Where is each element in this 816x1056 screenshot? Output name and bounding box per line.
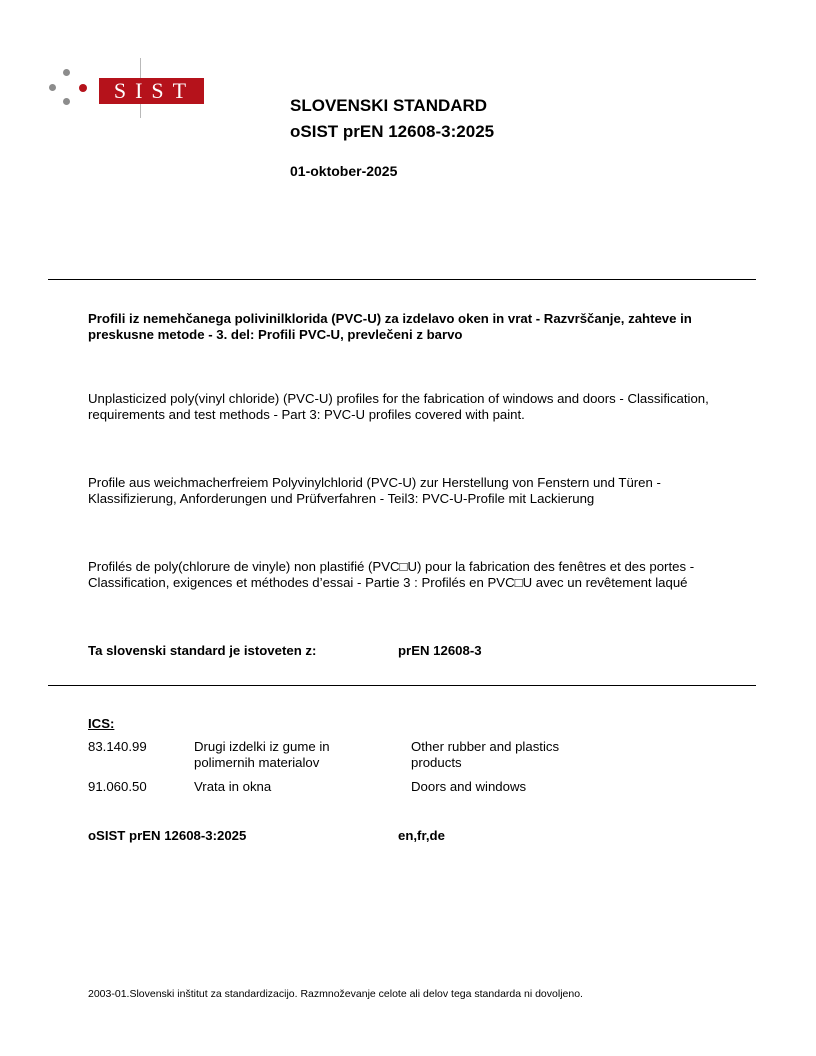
title-english: Unplasticized poly(vinyl chloride) (PVC-U) profiles for the fabrication of windows and doors - Classification, requirements and test methods - Part 3: PVC-U profiles covered with paint.: [88, 391, 709, 422]
ics-english: Other rubber and plastics products: [411, 739, 560, 770]
divider-top: [48, 279, 756, 280]
document-code: oSIST prEN 12608-3:2025: [88, 828, 247, 843]
title-german: Profile aus weichmacherfreiem Polyvinylchlorid (PVC-U) zur Herstellung von Fenstern und Türen - Klassifizierung, Anforderungen und Prüfverfahren - Teil3: PVC-U-Profile mit Lackierung: [88, 475, 661, 506]
copyright-footer: 2003-01.Slovenski inštitut za standardizacijo. Razmnoževanje celote ali delov tega standarda ni dovoljeno.: [88, 988, 583, 1000]
ics-english: Doors and windows: [411, 779, 527, 794]
title-french: Profilés de poly(chlorure de vinyle) non plastifié (PVC□U) pour la fabrication des fenêtres et des portes - Classification, exigences et méthodes d’essai - Partie 3 : Profilés en PVC□U avec un revêtement laqué: [88, 559, 695, 590]
document-languages: en,fr,de: [398, 828, 445, 843]
ics-slovenian: Drugi izdelki iz gume in polimernih materialov: [194, 739, 330, 770]
identity-label: Ta slovenski standard je istoveten z:: [88, 643, 317, 658]
ics-code: 83.140.99: [88, 739, 147, 754]
ics-heading: ICS:: [88, 716, 115, 731]
ics-code: 91.060.50: [88, 779, 147, 794]
divider-bottom: [48, 685, 756, 686]
logo-wordmark: SIST: [99, 78, 204, 104]
standard-type: SLOVENSKI STANDARD: [290, 96, 488, 115]
standard-date: 01-oktober-2025: [290, 163, 398, 179]
ics-slovenian: Vrata in okna: [194, 779, 272, 794]
standard-code: oSIST prEN 12608-3:2025: [290, 122, 495, 141]
title-slovenian: Profili iz nemehčanega polivinilklorida (PVC-U) za izdelavo oken in vrat - Razvrščanje, zahteve in preskusne metode - 3. del: Profili PVC-U, prevlečeni z barvo: [88, 311, 692, 342]
identity-value: prEN 12608-3: [398, 643, 482, 658]
